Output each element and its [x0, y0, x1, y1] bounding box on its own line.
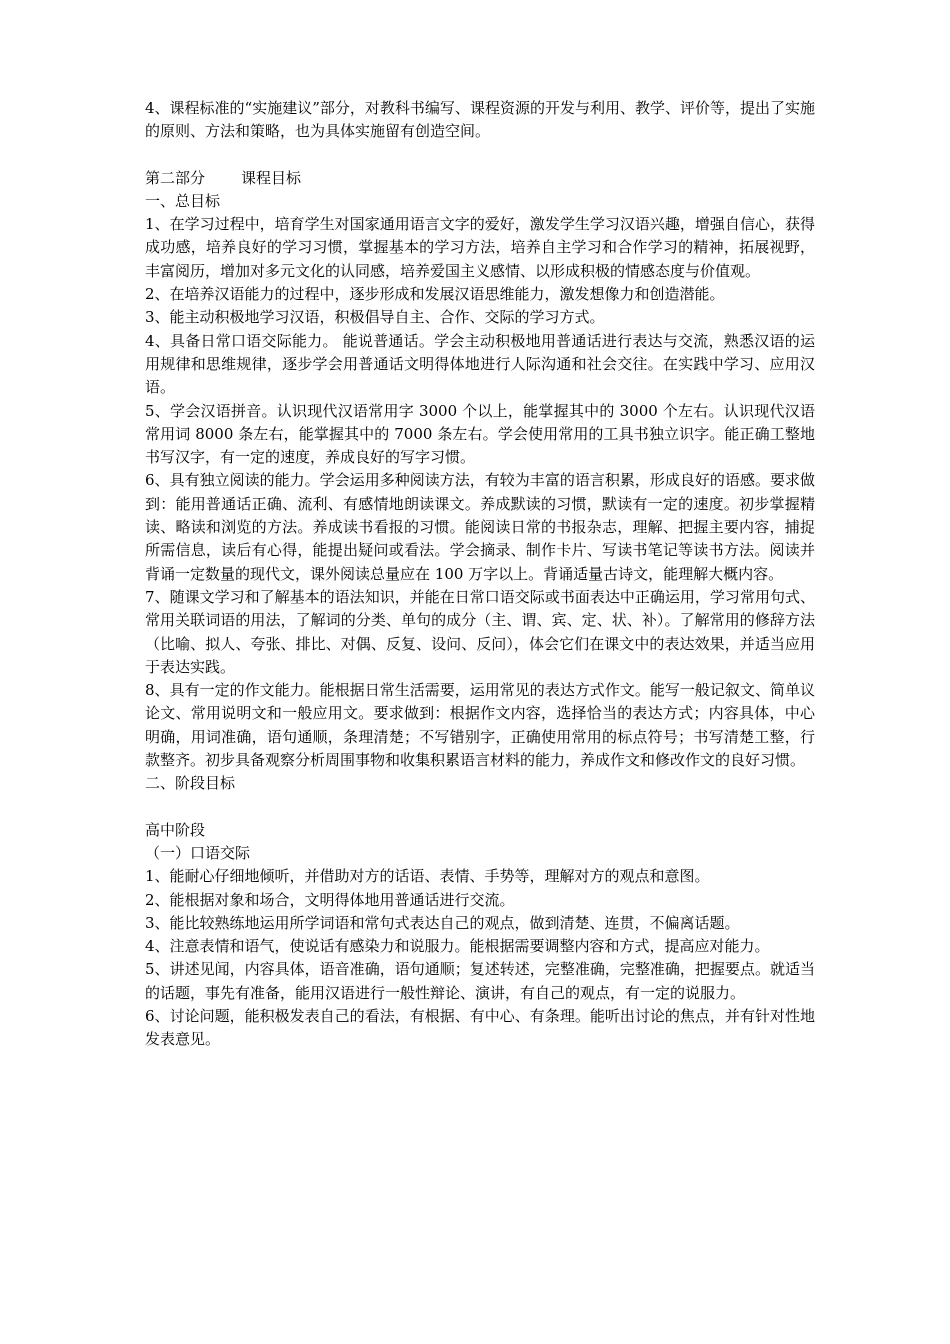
- oral-item-4: 4、注意表情和语气，使说话有感染力和说服力。能根据需要调整内容和方式，提高应对能力。: [145, 937, 770, 956]
- overall-item-1: 1、在学习过程中，培育学生对国家通用语言文字的爱好，激发学生学习汉语兴趣，增强自信心，获得成功感，培养良好的学习习惯，掌握基本的学习方法，培养自主学习和合作学习的精神，拓展视野，丰富阅历，增加对多元文化的认同感，培养爱国主义感情、以形成积极的情感态度与价值观。: [145, 215, 815, 280]
- intro-item-4: 4、课程标准的“实施建议”部分，对教科书编写、课程资源的开发与利用、教学、评价等，提出了实施的原则、方法和策略，也为具体实施留有创造空间。: [145, 99, 815, 141]
- oral-item-2: 2、能根据对象和场合，文明得体地用普通话进行交流。: [145, 890, 515, 909]
- overall-item-2: 2、在培养汉语能力的过程中，逐步形成和发展汉语思维能力，激发想像力和创造潜能。: [145, 285, 725, 304]
- overall-item-7: 7、随课文学习和了解基本的语法知识，并能在日常口语交际或书面表达中正确运用，学习常用句式、常用关联词语的用法，了解词的分类、单句的成分（主、谓、宾、定、状、补）。了解常用的修辞方法（比喻、拟人、夸张、排比、对偶、反复、设问、反问），体会它们在课文中的表达效果，并适当应用于表达实践。: [145, 587, 815, 676]
- oral-communication-heading: （一）口语交际: [145, 843, 251, 862]
- spacer: [145, 796, 815, 819]
- part-label: 第二部分: [145, 168, 206, 187]
- part-heading: [145, 167, 815, 190]
- senior-heading: 高中阶段: [145, 820, 206, 839]
- overall-item-8: 8、具有一定的作文能力。能根据日常生活需要，运用常见的表达方式作文。能写一般记叙文、简单议论文、常用说明文和一般应用文。要求做到：根据作文内容，选择恰当的表达方式；内容具体，中心明确，用词准确，语句通顺，条理清楚；不写错别字，正确使用常用的标点符号；书写清楚工整，行款整齐。初步具备观察分析周围事物和收集积累语言材料的能力，养成作文和修改作文的良好习惯。: [145, 681, 815, 770]
- document-page: [145, 97, 815, 1052]
- oral-item-5: 5、讲述见闻，内容具体，语音准确，语句通顺；复述转述，完整准确，完整准确，把握要点。就适当的话题，事先有准备，能用汉语进行一般性辩论、演讲，有自己的观点，有一定的说服力。: [145, 960, 815, 1002]
- part-title: 课程目标: [241, 168, 302, 187]
- stage-heading: 二、阶段目标: [145, 774, 236, 793]
- overall-item-5: 5、学会汉语拼音。认识现代汉语常用字 3000 个以上，能掌握其中的 3000 个左右。认识现代汉语常用词 8000 条左右，能掌握其中的 7000 条左右。学会使用常用的工具书独立识字。能正确工整地书写汉字，有一定的速度，养成良好的写字习惯。: [145, 401, 815, 467]
- oral-item-3: 3、能比较熟练地运用所学词语和常句式表达自己的观点，做到清楚、连贯，不偏离话题。: [145, 913, 740, 932]
- overall-heading: 一、总目标: [145, 191, 221, 210]
- oral-item-1: 1、能耐心仔细地倾听，并借助对方的话语、表情、手势等，理解对方的观点和意图。: [145, 867, 710, 886]
- overall-item-6: 6、具有独立阅读的能力。学会运用多种阅读方法，有较为丰富的语言积累，形成良好的语感。要求做到：能用普通话正确、流利、有感情地朗读课文。养成默读的习惯，默读有一定的速度。初步掌握精读、略读和浏览的方法。养成读书看报的习惯。能阅读日常的书报杂志，理解、把握主要内容，捕捉所需信息，读后有心得，能提出疑问或看法。学会摘录、制作卡片、写读书笔记等读书方法。阅读并背诵一定数量的现代文，课外阅读总量应在 100 万字以上。背诵适量古诗文，能理解大概内容。: [145, 471, 815, 583]
- oral-item-6: 6、讨论问题，能积极发表自己的看法，有根据、有中心、有条理。能听出讨论的焦点，并有针对性地发表意见。: [145, 1006, 815, 1049]
- overall-item-3: 3、能主动积极地学习汉语，积极倡导自主、合作、交际的学习方式。: [145, 308, 605, 327]
- spacer: [145, 144, 815, 167]
- overall-item-4: 4、具备日常口语交际能力。 能说普通话。学会主动积极地用普通话进行表达与交流，熟悉汉语的运用规律和思维规律，逐步学会用普通话文明得体地进行人际沟通和社会交往。在实践中学习、应用汉语。: [145, 331, 815, 397]
